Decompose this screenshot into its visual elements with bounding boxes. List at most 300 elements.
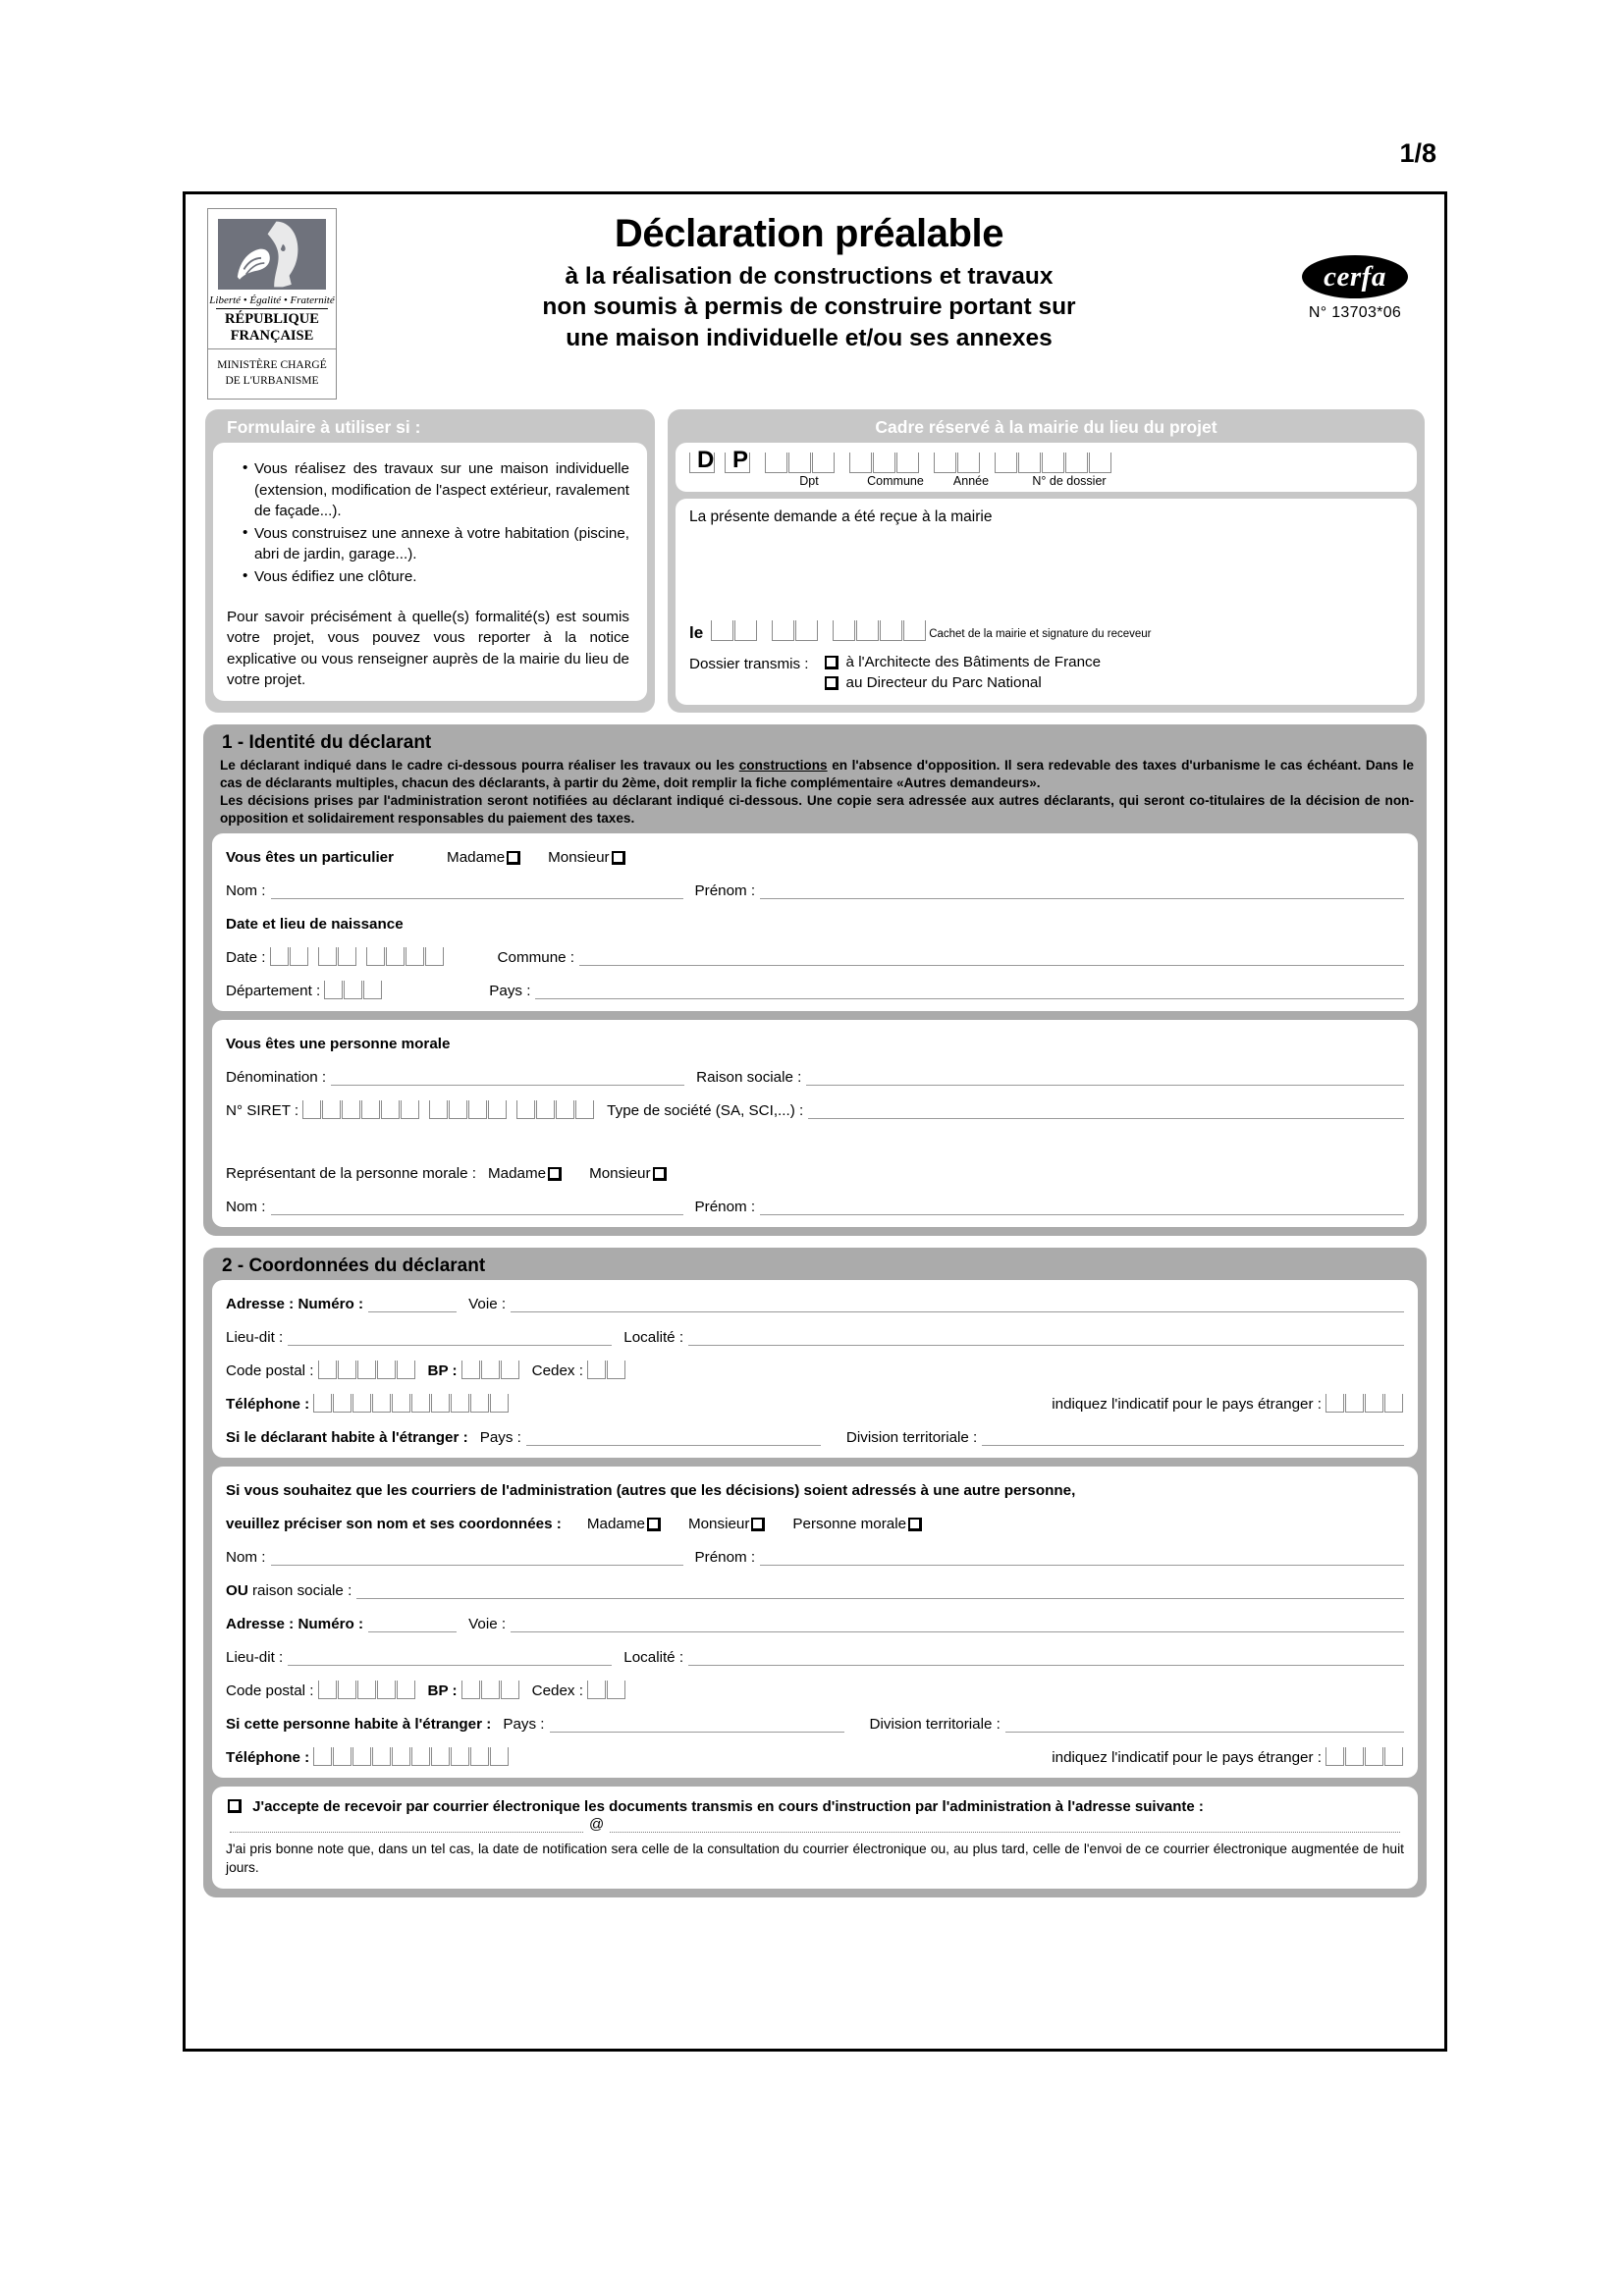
morale-madame-option[interactable] xyxy=(488,1165,564,1182)
cerfa-block xyxy=(1281,208,1429,322)
list-item: • Vous construisez une annexe à votre habitation (piscine, abri de jardin, garage...). xyxy=(243,523,629,565)
page-subtitle-line1: à la réalisation de constructions et travaux xyxy=(565,262,1054,290)
checkbox-icon[interactable] xyxy=(647,1518,661,1531)
other-person-voie-input[interactable] xyxy=(511,1615,1404,1632)
other-person-cedex-boxes[interactable] xyxy=(587,1681,626,1699)
section-1-intro-a: Le déclarant indiqué dans le cadre ci-dessous pourra réaliser les travaux ou les xyxy=(220,758,739,774)
form-use-panel xyxy=(205,409,655,713)
other-person-telephone-boxes[interactable] xyxy=(313,1747,510,1766)
input-cell[interactable] xyxy=(934,453,956,473)
other-person-code-postal-boxes[interactable] xyxy=(318,1681,416,1699)
input-cell[interactable] xyxy=(856,620,879,641)
particulier-birth-heading-row xyxy=(226,911,1404,933)
declarant-indicatif-boxes[interactable] xyxy=(1325,1394,1404,1413)
other-person-division-label: Division territoriale : xyxy=(869,1716,1001,1734)
input-cell[interactable] xyxy=(1384,1747,1403,1766)
input-cell[interactable] xyxy=(333,1747,352,1766)
input-cell[interactable] xyxy=(772,620,794,641)
other-person-cedex-label: Cedex : xyxy=(531,1682,583,1700)
other-person-nom-input[interactable] xyxy=(271,1548,683,1566)
input-cell[interactable] xyxy=(880,620,902,641)
list-item: • Vous réalisez des travaux sur une maison individuelle (extension, modification de l'aspect extérieur, ravalement de façade...). xyxy=(243,458,629,522)
input-cell[interactable] xyxy=(352,1747,371,1766)
particulier-prenom-input[interactable] xyxy=(760,881,1404,899)
le-label: le xyxy=(689,623,704,643)
other-person-raison-sociale-input[interactable] xyxy=(356,1581,1404,1599)
checkbox-icon[interactable] xyxy=(825,676,839,690)
label-annee: Année xyxy=(952,474,990,489)
input-cell[interactable] xyxy=(490,1747,509,1766)
input-cell[interactable] xyxy=(1345,1394,1364,1413)
morale-siret-boxes[interactable] xyxy=(302,1100,595,1119)
form-use-title: Formulaire à utiliser si : xyxy=(227,417,421,438)
input-cell[interactable] xyxy=(1065,453,1088,473)
declarant-telephone-boxes[interactable] xyxy=(313,1394,510,1413)
input-cell[interactable] xyxy=(1384,1394,1403,1413)
input-cell[interactable] xyxy=(788,453,811,473)
input-cell[interactable] xyxy=(896,453,919,473)
transmis-option-abf-label: à l'Architecte des Bâtiments de France xyxy=(845,654,1102,671)
checkbox-icon[interactable] xyxy=(653,1167,667,1181)
logo-ministry-line2: DE L'URBANISME xyxy=(225,374,319,387)
morale-type-societe-input[interactable] xyxy=(808,1101,1404,1119)
section-2-coordonnees xyxy=(203,1248,1427,1896)
other-person-monsieur-option[interactable] xyxy=(688,1516,767,1532)
input-cell[interactable] xyxy=(607,1361,625,1379)
input-cell[interactable] xyxy=(1345,1747,1364,1766)
other-person-intro-line2: veuillez préciser son nom et ses coordonnées : xyxy=(226,1516,562,1533)
email-domain-input[interactable] xyxy=(610,1816,1400,1833)
input-cell[interactable] xyxy=(765,453,787,473)
mairie-panel xyxy=(668,409,1425,713)
form-use-bullet-list xyxy=(227,458,629,587)
morale-prenom-input[interactable] xyxy=(760,1198,1404,1215)
input-cell[interactable] xyxy=(1018,453,1041,473)
label-dossier: N° de dossier xyxy=(1032,474,1107,489)
input-cell[interactable] xyxy=(1325,1747,1344,1766)
particulier-heading: Vous êtes un particulier xyxy=(226,849,395,867)
title-block xyxy=(337,208,1281,353)
label-dpt: Dpt xyxy=(799,474,819,489)
morale-type-societe-label: Type de société (SA, SCI,...) : xyxy=(607,1102,804,1120)
other-person-voie-label: Voie : xyxy=(468,1616,507,1633)
section-1-intro-underlined: constructions xyxy=(738,758,828,774)
declarant-etranger-row xyxy=(226,1424,1404,1446)
input-cell[interactable] xyxy=(795,620,818,641)
particulier-nom-input[interactable] xyxy=(271,881,683,899)
morale-siret-label: N° SIRET : xyxy=(226,1102,299,1120)
email-consent-box xyxy=(212,1787,1418,1888)
input-cell[interactable] xyxy=(451,1394,469,1413)
dossier-reference-row xyxy=(689,447,1403,474)
input-cell[interactable] xyxy=(318,1361,337,1379)
input-cell[interactable] xyxy=(386,947,405,966)
transmis-options xyxy=(823,654,1102,695)
declarant-lieudit-row xyxy=(226,1324,1404,1346)
declarant-adresse-numero-label: Adresse : Numéro : xyxy=(226,1296,364,1313)
input-cell[interactable] xyxy=(363,981,382,999)
particulier-departement-row xyxy=(226,978,1404,999)
other-person-madame-label: Madame xyxy=(586,1516,645,1533)
mairie-date-row xyxy=(689,620,1403,641)
dp-prefix-d: D xyxy=(697,447,715,474)
morale-denomination-row xyxy=(226,1064,1404,1086)
other-person-adresse-numero-label: Adresse : Numéro : xyxy=(226,1616,364,1633)
other-person-name-row xyxy=(226,1544,1404,1566)
transmis-option-abf[interactable] xyxy=(823,654,1102,670)
other-person-lieu-dit-label: Lieu-dit : xyxy=(226,1649,284,1667)
particulier-pays-label: Pays : xyxy=(489,983,531,1000)
other-person-prenom-label: Prénom : xyxy=(694,1549,756,1567)
declarant-code-postal-boxes[interactable] xyxy=(318,1361,416,1379)
input-cell[interactable] xyxy=(957,453,980,473)
input-cell[interactable] xyxy=(449,1100,467,1119)
declarant-localite-input[interactable] xyxy=(688,1328,1404,1346)
other-person-intro-row2 xyxy=(226,1511,1404,1532)
particulier-box xyxy=(212,833,1418,1011)
morale-denomination-label: Dénomination : xyxy=(226,1069,327,1087)
dp-prefix-p-cell[interactable] xyxy=(725,447,750,474)
input-cell[interactable] xyxy=(352,1394,371,1413)
input-cell[interactable] xyxy=(361,1100,380,1119)
morale-representant-row xyxy=(226,1160,1404,1182)
list-item: • Vous édifiez une clôture. xyxy=(243,566,629,588)
input-cell[interactable] xyxy=(392,1394,410,1413)
other-person-raison-sociale-row xyxy=(226,1577,1404,1599)
logo-motto: Liberté • Égalité • Fraternité xyxy=(209,294,335,306)
cerfa-logo: cerfa xyxy=(1302,255,1408,298)
dossier-reference-labels xyxy=(689,474,1403,488)
dossier-number-boxes[interactable] xyxy=(995,453,1112,473)
morale-denomination-input[interactable] xyxy=(331,1068,684,1086)
cachet-label: Cachet de la mairie et signature du receveur xyxy=(929,628,1152,641)
dossier-transmis-row xyxy=(689,654,1403,695)
other-person-bp-label: BP : xyxy=(427,1682,458,1700)
form-use-note: Pour savoir précisément à quelle(s) formalité(s) est soumis votre projet, vous pouvez vous reporter à la notice explicative ou vous renseigner auprès de la mairie du lieu de votre projet. xyxy=(227,608,629,689)
other-person-code-postal-label: Code postal : xyxy=(226,1682,314,1700)
other-person-intro-line1: Si vous souhaitez que les courriers de l'administration (autres que les décisions) soient adressés à une autre personne, xyxy=(226,1482,1076,1500)
particulier-commune-label: Commune : xyxy=(497,949,575,967)
input-cell[interactable] xyxy=(833,620,855,641)
other-person-division-input[interactable] xyxy=(1005,1715,1404,1733)
morale-representant-label: Représentant de la personne morale : xyxy=(226,1165,476,1183)
checkbox-icon[interactable] xyxy=(548,1167,562,1181)
input-cell[interactable] xyxy=(1042,453,1064,473)
input-cell[interactable] xyxy=(711,620,733,641)
email-consent-text-wrap xyxy=(226,1797,1404,1817)
page-subtitle-line3: une maison individuelle et/ou ses annexes xyxy=(566,324,1053,351)
other-person-prenom-input[interactable] xyxy=(760,1548,1404,1566)
input-cell[interactable] xyxy=(366,947,385,966)
input-cell[interactable] xyxy=(536,1100,555,1119)
other-person-bp-boxes[interactable] xyxy=(461,1681,520,1699)
input-cell[interactable] xyxy=(318,947,337,966)
declarant-division-label: Division territoriale : xyxy=(845,1429,978,1447)
input-cell[interactable] xyxy=(392,1747,410,1766)
section-1-intro-p2: Les décisions prises par l'administration seront notifiées au déclarant indiqué ci-dessous. Une copie sera adressée aux autres déclarants, qui seront co-titulaires de la décision de non-opposition et solidairement responsables du paiement des taxes. xyxy=(220,793,1414,827)
checkbox-icon[interactable] xyxy=(228,1799,242,1813)
declarant-localite-label: Localité : xyxy=(623,1329,684,1347)
checkbox-icon[interactable] xyxy=(825,656,839,669)
input-cell[interactable] xyxy=(995,453,1017,473)
mairie-date-year-boxes[interactable] xyxy=(833,620,927,641)
input-cell[interactable] xyxy=(318,1681,337,1699)
declarant-pays-label: Pays : xyxy=(479,1429,521,1447)
other-person-indicatif-boxes[interactable] xyxy=(1325,1747,1404,1766)
input-cell[interactable] xyxy=(429,1100,448,1119)
dpt-boxes[interactable] xyxy=(765,453,836,473)
input-cell[interactable] xyxy=(468,1100,487,1119)
input-cell[interactable] xyxy=(333,1394,352,1413)
transmis-option-parc-label: au Directeur du Parc National xyxy=(845,674,1042,692)
input-cell[interactable] xyxy=(290,947,308,966)
input-cell[interactable] xyxy=(338,1681,356,1699)
particulier-name-row xyxy=(226,878,1404,899)
logo-ministry xyxy=(208,348,336,399)
input-cell[interactable] xyxy=(501,1361,519,1379)
other-person-pays-label: Pays : xyxy=(503,1716,545,1734)
input-cell[interactable] xyxy=(812,453,835,473)
commune-boxes[interactable] xyxy=(849,453,920,473)
declarant-voie-label: Voie : xyxy=(468,1296,507,1313)
particulier-madame-label: Madame xyxy=(447,849,506,867)
other-person-numero-input[interactable] xyxy=(368,1615,457,1632)
other-person-telephone-label: Téléphone : xyxy=(226,1749,310,1767)
particulier-monsieur-option[interactable] xyxy=(548,849,626,866)
other-person-madame-option[interactable] xyxy=(587,1516,663,1532)
checkbox-icon[interactable] xyxy=(507,851,520,865)
declarant-telephone-label: Téléphone : xyxy=(226,1396,310,1414)
declarant-division-input[interactable] xyxy=(982,1428,1404,1446)
email-local-input[interactable] xyxy=(230,1816,583,1833)
email-at-symbol: @ xyxy=(589,1815,605,1833)
input-cell[interactable] xyxy=(461,1361,480,1379)
input-cell[interactable] xyxy=(270,947,289,966)
input-cell[interactable] xyxy=(401,1100,419,1119)
input-cell[interactable] xyxy=(302,1100,321,1119)
declarant-bp-boxes[interactable] xyxy=(461,1361,520,1379)
other-person-personne-morale-option[interactable] xyxy=(792,1516,924,1532)
other-person-adresse-row xyxy=(226,1611,1404,1632)
declarant-numero-input[interactable] xyxy=(368,1295,457,1312)
input-cell[interactable] xyxy=(461,1681,480,1699)
annee-boxes[interactable] xyxy=(934,453,981,473)
declarant-code-postal-label: Code postal : xyxy=(226,1362,314,1380)
other-person-etranger-label: Si cette personne habite à l'étranger : xyxy=(226,1716,492,1734)
input-cell[interactable] xyxy=(357,1361,376,1379)
mairie-date-day-boxes[interactable] xyxy=(711,620,758,641)
other-person-monsieur-label: Monsieur xyxy=(687,1516,750,1533)
other-person-lieu-dit-input[interactable] xyxy=(288,1648,612,1666)
section-1-identite xyxy=(203,724,1427,1236)
morale-name-row xyxy=(226,1194,1404,1215)
particulier-pays-input[interactable] xyxy=(535,982,1404,999)
input-cell[interactable] xyxy=(313,1394,332,1413)
transmis-label: Dossier transmis : xyxy=(689,656,809,673)
particulier-birthdate-row xyxy=(226,944,1404,966)
input-cell[interactable] xyxy=(488,1100,507,1119)
input-cell[interactable] xyxy=(381,1100,400,1119)
checkbox-icon[interactable] xyxy=(612,851,625,865)
input-cell[interactable] xyxy=(873,453,895,473)
section-2-heading: 2 - Coordonnées du déclarant xyxy=(222,1255,486,1277)
input-cell[interactable] xyxy=(397,1361,415,1379)
input-cell[interactable] xyxy=(1365,1747,1383,1766)
input-cell[interactable] xyxy=(322,1100,341,1119)
declarant-etranger-label: Si le déclarant habite à l'étranger : xyxy=(226,1429,468,1447)
input-cell[interactable] xyxy=(344,981,362,999)
other-person-pays-input[interactable] xyxy=(550,1715,844,1733)
input-cell[interactable] xyxy=(411,1394,430,1413)
page-title: Déclaration préalable xyxy=(614,212,1004,255)
section-1-intro xyxy=(212,757,1418,833)
input-cell[interactable] xyxy=(470,1747,489,1766)
input-cell[interactable] xyxy=(342,1100,360,1119)
particulier-date-boxes[interactable] xyxy=(270,947,445,966)
input-cell[interactable] xyxy=(313,1747,332,1766)
input-cell[interactable] xyxy=(357,1681,376,1699)
republique-francaise-logo xyxy=(207,208,337,400)
input-cell[interactable] xyxy=(903,620,926,641)
cerfa-number: N° 13703*06 xyxy=(1308,304,1402,321)
checkbox-icon[interactable] xyxy=(751,1518,765,1531)
declarant-adresse-row xyxy=(226,1291,1404,1312)
dp-prefix-p: P xyxy=(732,447,749,474)
input-cell[interactable] xyxy=(734,620,757,641)
morale-prenom-label: Prénom : xyxy=(694,1199,756,1216)
morale-raison-sociale-input[interactable] xyxy=(806,1068,1404,1086)
input-cell[interactable] xyxy=(324,981,343,999)
declarant-address-box xyxy=(212,1280,1418,1458)
form-page xyxy=(183,138,1447,2052)
other-person-localite-label: Localité : xyxy=(623,1649,684,1667)
mairie-title: Cadre réservé à la mairie du lieu du projet xyxy=(875,417,1217,438)
input-cell[interactable] xyxy=(338,1361,356,1379)
morale-monsieur-label: Monsieur xyxy=(589,1165,651,1183)
page-subtitle xyxy=(337,261,1281,353)
input-cell[interactable] xyxy=(425,947,444,966)
input-cell[interactable] xyxy=(431,1394,450,1413)
declarant-indicatif-label: indiquez l'indicatif pour le pays étranger : xyxy=(1052,1396,1322,1414)
input-cell[interactable] xyxy=(411,1747,430,1766)
email-consent-text: J'accepte de recevoir par courrier électronique les documents transmis en cours d'instruction par l'administration à l'adresse suivante : xyxy=(252,1798,1204,1816)
page-number: 1/8 xyxy=(1399,138,1436,168)
dossier-reference-box xyxy=(676,443,1417,492)
morale-madame-label: Madame xyxy=(487,1165,547,1183)
particulier-madame-option[interactable] xyxy=(447,849,522,866)
input-cell[interactable] xyxy=(1089,453,1111,473)
mairie-received-text: La présente demande a été reçue à la mairie xyxy=(689,508,993,526)
input-cell[interactable] xyxy=(1325,1394,1344,1413)
input-cell[interactable] xyxy=(372,1747,391,1766)
other-person-raison-sociale-label: raison sociale : xyxy=(247,1582,352,1600)
other-person-lieudit-row xyxy=(226,1644,1404,1666)
personne-morale-box xyxy=(212,1020,1418,1227)
other-person-personne-morale-label: Personne morale xyxy=(792,1516,907,1533)
input-cell[interactable] xyxy=(338,947,356,966)
particulier-nom-label: Nom : xyxy=(226,882,266,900)
dp-prefix-d-cell[interactable] xyxy=(689,447,715,474)
particulier-prenom-label: Prénom : xyxy=(694,882,756,900)
input-cell[interactable] xyxy=(481,1361,500,1379)
other-person-localite-input[interactable] xyxy=(688,1648,1404,1666)
section-1-intro-b: en l'absence d'opposition. Il sera redevable des taxes d'urbanisme le cas échéant. Dans le cas de déclarants multiples, chacun des déclarants, à partir du 2ème, doit remplir la fiche complémentaire «Autres demandeurs». xyxy=(220,758,1414,791)
input-cell[interactable] xyxy=(1365,1394,1383,1413)
input-cell[interactable] xyxy=(501,1681,519,1699)
logo-ministry-line1: MINISTÈRE CHARGÉ xyxy=(217,359,327,371)
other-person-postal-row xyxy=(226,1678,1404,1699)
input-cell[interactable] xyxy=(575,1100,594,1119)
input-cell[interactable] xyxy=(849,453,872,473)
input-cell[interactable] xyxy=(516,1100,535,1119)
other-person-box xyxy=(212,1467,1418,1778)
declarant-bp-label: BP : xyxy=(427,1362,458,1380)
input-cell[interactable] xyxy=(470,1394,489,1413)
page-subtitle-line2: non soumis à permis de construire portant sur xyxy=(542,294,1076,321)
particulier-commune-input[interactable] xyxy=(579,948,1404,966)
email-consent-note: J'ai pris bonne note que, dans un tel cas, la date de notification sera celle de la consultation du courrier électronique ou, au plus tard, celle de l'envoi de ce courrier électronique augmentée de huit jours. xyxy=(226,1841,1404,1875)
input-cell[interactable] xyxy=(481,1681,500,1699)
input-cell[interactable] xyxy=(490,1394,509,1413)
input-cell[interactable] xyxy=(587,1361,606,1379)
declarant-lieu-dit-input[interactable] xyxy=(288,1328,612,1346)
morale-nom-input[interactable] xyxy=(271,1198,683,1215)
other-person-indicatif-label: indiquez l'indicatif pour le pays étranger : xyxy=(1052,1749,1322,1767)
marianne-icon xyxy=(218,219,326,290)
section-1-heading: 1 - Identité du déclarant xyxy=(222,732,432,754)
declarant-cedex-boxes[interactable] xyxy=(587,1361,626,1379)
top-panels-row xyxy=(186,409,1444,713)
morale-heading-row xyxy=(226,1031,1404,1052)
email-address-row xyxy=(226,1816,1404,1833)
morale-siret-row xyxy=(226,1097,1404,1119)
input-cell[interactable] xyxy=(431,1747,450,1766)
declarant-cedex-label: Cedex : xyxy=(531,1362,583,1380)
form-header xyxy=(186,194,1444,403)
particulier-departement-label: Département : xyxy=(226,983,321,1000)
checkbox-icon[interactable] xyxy=(908,1518,922,1531)
other-person-nom-label: Nom : xyxy=(226,1549,266,1567)
input-cell[interactable] xyxy=(377,1681,396,1699)
transmis-option-parc[interactable] xyxy=(823,674,1102,691)
other-person-etranger-row xyxy=(226,1711,1404,1733)
input-cell[interactable] xyxy=(377,1361,396,1379)
input-cell[interactable] xyxy=(607,1681,625,1699)
input-cell[interactable] xyxy=(451,1747,469,1766)
particulier-birth-heading: Date et lieu de naissance xyxy=(226,916,404,934)
other-person-intro-row1 xyxy=(226,1477,1404,1499)
input-cell[interactable] xyxy=(556,1100,574,1119)
input-cell[interactable] xyxy=(397,1681,415,1699)
input-cell[interactable] xyxy=(406,947,424,966)
input-cell[interactable] xyxy=(587,1681,606,1699)
input-cell[interactable] xyxy=(372,1394,391,1413)
other-person-telephone-row xyxy=(226,1744,1404,1766)
label-commune: Commune xyxy=(867,474,924,489)
mairie-receipt-box xyxy=(676,499,1417,705)
declarant-postal-row xyxy=(226,1358,1404,1379)
morale-raison-sociale-label: Raison sociale : xyxy=(696,1069,802,1087)
mairie-date-month-boxes[interactable] xyxy=(772,620,819,641)
morale-monsieur-option[interactable] xyxy=(589,1165,668,1182)
declarant-voie-input[interactable] xyxy=(511,1295,1404,1312)
other-person-ou-label: OU xyxy=(226,1582,248,1600)
morale-spacer-row xyxy=(226,1131,1404,1141)
declarant-pays-input[interactable] xyxy=(526,1428,821,1446)
declarant-telephone-row xyxy=(226,1391,1404,1413)
particulier-departement-boxes[interactable] xyxy=(324,981,383,999)
morale-nom-label: Nom : xyxy=(226,1199,266,1216)
